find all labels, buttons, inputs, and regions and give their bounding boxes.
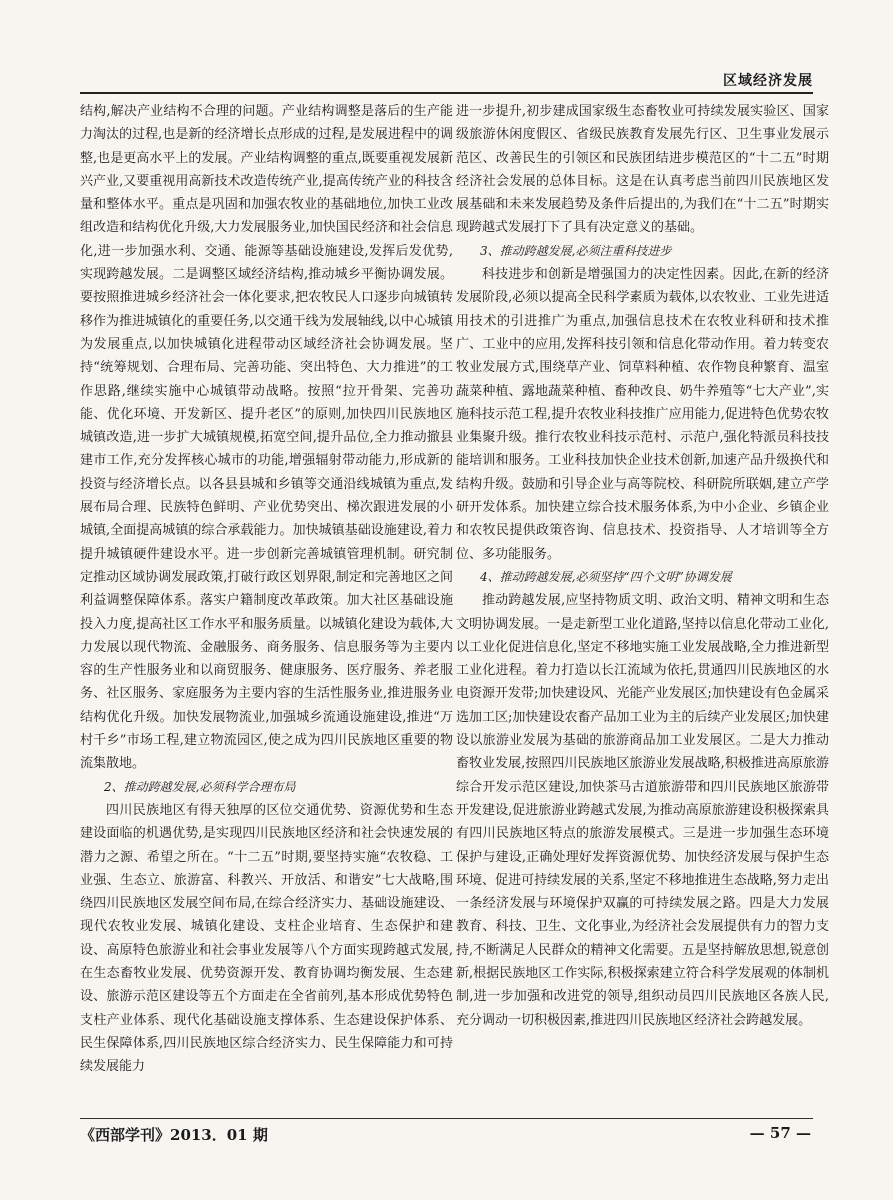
paragraph: 结构,解决产业结构不合理的问题。产业结构调整是落后的生产能力淘汰的过程,也是新的经济增长点形成的过程,是发展进程中的调整,也是更高水平上的发展。产业结构调整的重点,既要重视发展新兴产业,又要重视用高新技术改造传统产业,提高传统产业的科技含量和整体水平。重点是巩固和加强农牧业的基础地位,加快工业改组改造和结构优化升级,大力发展服务业,加快国民经济和社会信息化,进一步加强水利、交通、能源等基础设施建设,发挥后发优势,实现跨越发展。二是调整区域经济结构,推动城乡平衡协调发展。要按照推进城乡经济社会一体化要求,把农牧民人口逐步向城镇转移作为推进城镇化的重要任务,以交通干线为发展轴线,以中心城镇为发展重点,以加快城镇化进程带动区域经济社会协调发展。坚持“统筹规划、合理布局、完善功能、突出特色、大力推进”的工作思路,继续实施中心城镇带动战略。按照“拉开骨架、完善功能、优化环境、开发新区、提升老区”的原则,加快四川民族地区城镇改造,进一步扩大城镇规模,拓宽空间,提升品位,全力推动撤县建市工作,充分发挥核心城市的功能,增强辐射带动能力,形成新的投资与经济增长点。以各县县城和乡镇等交通沿线城镇为重点,发展布局合理、民族特色鲜明、产业优势突出、梯次跟进发展的小城镇,全面提高城镇的综合承载能力。加快城镇基础设施建设,着力提升城镇硬件建设水平。进一步创新完善城镇管理机制。研究制定推动区域协调发展政策,打破行政区划界限,制定和完善地区之间利益调整保障体系。落实户籍制度改革政策。加大社区基础设施投入力度,提高社区工作水平和服务质量。以城镇化建设为载体,大力发展以现代物流、金融服务、商务服务、信息服务等为主要内容的生产性服务业和以商贸服务、健康服务、医疗服务、养老服务、社区服务、家庭服务为主要内容的生活性服务业,推进服务业结构优化升级。加快发展物流业,加强城乡流通设施建设,推进“万村千乡”市场工程,建立物流园区,使之成为四川民族地区重要的物流集散地。 (80, 104, 453, 772)
subheading: 3、推动跨越发展,必须注重科技进步 (480, 243, 672, 258)
journal-issue: 《西部学刊》2013．01 期 (80, 1126, 268, 1144)
paragraph: 科技进步和创新是增强国力的决定性因素。因此,在新的经济发展阶段,必须以提高全民科学素质为载体,以农牧业、工业先进适用技术的引进推广为重点,加强信息技术在农牧业科研和技术推广、工业中的应用,发挥科技引领和信息化带动作用。着力转变农牧业发展方式,围绕草产业、饲草料种植、农作物良种繁育、温室蔬菜种植、露地蔬菜种植、畜种改良、奶牛养殖等“七大产业”,实施科技示范工程,提升农牧业科技推广应用能力,促进特色优势农牧业集聚升级。推行农牧业科技示范村、示范户,强化特派员科技技能培训和服务。工业科技加快企业技术创新,加速产品升级换代和结构升级。鼓励和引导企业与高等院校、科研院所联姻,建立产学研开发体系。加快建立综合技术服务体系,为中小企业、乡镇企业和农牧民提供政策咨询、信息技术、投资指导、人才培训等全方位、多功能服务。 (456, 267, 829, 562)
running-header (80, 70, 813, 88)
paragraph: 进一步提升,初步建成国家级生态畜牧业可持续发展实验区、国家级旅游休闲度假区、省级民族教育发展先行区、卫生事业发展示范区、改善民生的引领区和民族团结进步模范区的“十二五”时期经济社会发展的总体目标。这是在认真考虑当前四川民族地区发展基础和未来发展趋势及条件后提出的,为我们在“十二五”时期实现跨越式发展打下了具有决定意义的基础。 (456, 104, 829, 236)
page-number: — 57 — (749, 1124, 811, 1142)
subheading: 4、推动跨越发展,必须坚持“四个文明”协调发展 (480, 569, 732, 584)
paragraph: 四川民族地区有得天独厚的区位交通优势、资源优势和生态建设面临的机遇优势,是实现四川民族地区经济和社会快速发展的潜力之源、希望之所在。“十二五”时期,要坚持实施“农牧稳、工业强、生态立、旅游富、科教兴、开放活、和谐安”七大战略,围绕四川民族地区发展空间布局,在综合经济实力、基础设施建设、现代农牧业发展、城镇化建设、支柱企业培育、生态保护和建设、高原特色旅游业和社会事业发展等八个方面实现跨越式发展,在生态畜牧业发展、优势资源开发、教育协调均衡发展、生态建设、旅游示范区建设等五个方面走在全省前列,基本形成优势特色支柱产业体系、现代化基础设施支撑体系、生态建设保护体系、民生保障体系,四川民族地区综合经济实力、民生保障能力和可持续发展能力 (80, 802, 453, 1075)
paragraph: 推动跨越发展,应坚持物质文明、政治文明、精神文明和生态文明协调发展。一是走新型工业化道路,坚持以信息化带动工业化,以工业化促进信息化,坚定不移地实施工业发展战略,全力推进新型工业化进程。着力打造以长江流域为依托,贯通四川民族地区的水电资源开发带;加快建设风、光能产业发展区;加快建设有色金属采选加工区;加快建设农畜产品加工业为主的后续产业发展区;加快建设以旅游业发展为基础的旅游商品加工业发展区。二是大力推动畜牧业发展,按照四川民族地区旅游业发展战略,积极推进高原旅游综合开发示范区建设,加快茶马古道旅游带和四川民族地区旅游带开发建设,促进旅游业跨越式发展,为推动高原旅游建设积极探索具有四川民族地区特点的旅游发展模式。三是进一步加强生态环境保护与建设,正确处理好发挥资源优势、加快经济发展与保护生态环境、促进可持续发展的关系,坚定不移地推进生态战略,努力走出一条经济发展与环境保护双赢的可持续发展之路。四是大力发展教育、科技、卫生、文化事业,为经济社会发展提供有力的智力支持,不断满足人民群众的精神文化需要。五是坚持解放思想,锐意创新,根据民族地区工作实际,积极探索建立符合科学发展观的体制机制,进一步加强和改进党的领导,组织动员四川民族地区各族人民,充分调动一切积极因素,推进四川民族地区经济社会跨越发展。 (456, 593, 829, 1028)
left-column (80, 100, 453, 1078)
footer-rule (80, 1118, 813, 1119)
section-title: 区域经济发展 (723, 73, 813, 89)
header-rule (80, 92, 813, 94)
right-column (456, 100, 829, 1032)
subheading: 2、推动跨越发展,必须科学合理布局 (104, 779, 296, 794)
